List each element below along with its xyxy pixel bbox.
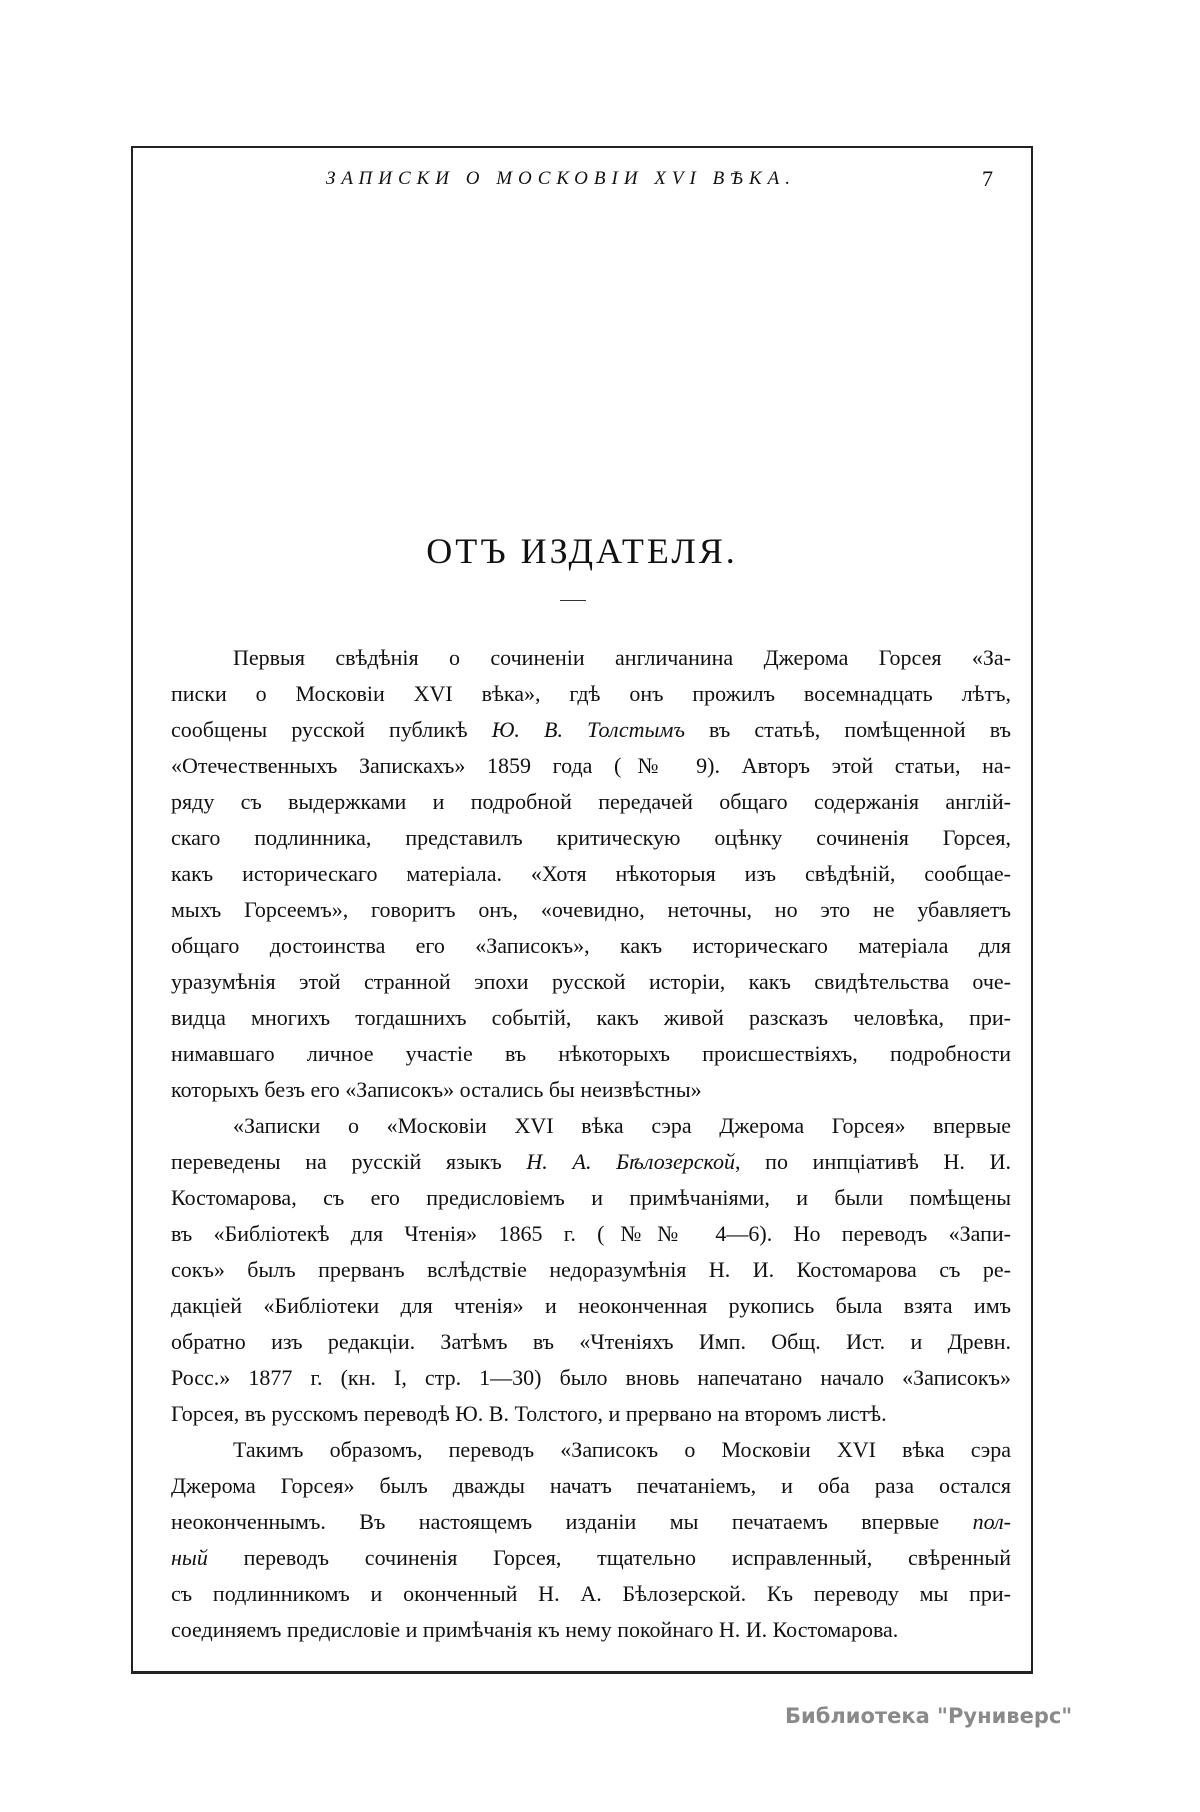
text-segment: «Отечественныхъ Запискахъ» 1859 года (№ 9). Авторъ этой статьи, на-	[171, 753, 1011, 778]
text-segment: сообщены русской публикѣ	[171, 717, 492, 742]
text-line	[171, 892, 1011, 928]
text-segment: Росс.» 1877 г. (кн. I, стр. 1—30) было вновь напечатано начало «Записокъ»	[171, 1365, 1011, 1390]
text-segment: Первыя свѣдѣнія о сочиненіи англичанина Джерома Горсея «За-	[233, 645, 1011, 670]
text-line	[171, 1000, 1011, 1036]
text-segment: сокъ» былъ прерванъ вслѣдствіе недоразумѣнія Н. И. Костомарова съ ре-	[171, 1257, 1011, 1282]
text-segment: переводъ сочиненія Горсея, тщательно исправленный, свѣренный	[207, 1545, 1011, 1570]
page-number: 7	[982, 166, 993, 191]
text-line	[171, 1108, 1011, 1144]
text-line	[171, 1504, 1011, 1540]
paragraph	[171, 640, 1011, 1108]
text-segment: общаго достоинства его «Записокъ», какъ историческаго матеріала для	[171, 933, 1011, 958]
text-line	[171, 640, 1011, 676]
italic-segment: Ю. В. Толстымъ	[491, 717, 685, 742]
text-line	[171, 1360, 1011, 1396]
text-segment: скаго подлинника, представилъ критическую оцѣнку сочиненія Горсея,	[171, 825, 1011, 850]
italic-segment: Н. А. Бѣлозерской	[526, 1149, 735, 1174]
text-line	[171, 928, 1011, 964]
italic-segment: ный	[171, 1545, 208, 1570]
text-line	[171, 1396, 1011, 1432]
section-title: ОТЪ ИЗДАТЕЛЯ.	[426, 531, 738, 571]
text-segment: въ «Библіотекѣ для Чтенія» 1865 г. (№№ 4—6). Но переводъ «Запи-	[171, 1221, 1011, 1246]
text-segment: видца многихъ тогдашнихъ событій, какъ живой разсказъ человѣка, при-	[171, 1005, 1011, 1030]
text-line	[171, 820, 1011, 856]
text-line	[171, 1468, 1011, 1504]
text-segment: въ статьѣ, помѣщенной въ	[684, 717, 1011, 742]
text-line	[171, 1252, 1011, 1288]
text-line	[171, 748, 1011, 784]
text-segment: уразумѣнія этой странной эпохи русской исторіи, какъ свидѣтельства оче-	[171, 969, 1011, 994]
text-segment: съ подлинникомъ и оконченный Н. А. Бѣлозерской. Къ переводу мы при-	[171, 1581, 1011, 1606]
paragraph	[171, 1108, 1011, 1432]
text-line	[171, 784, 1011, 820]
text-segment: соединяемъ предисловіе и примѣчанія къ нему покойнаго Н. И. Костомарова.	[171, 1617, 899, 1642]
text-line	[171, 1540, 1011, 1576]
library-watermark: Библиотека "Руниверс"	[785, 1704, 1073, 1728]
text-line	[171, 1072, 1011, 1108]
text-segment: писки о Московіи XVI вѣка», гдѣ онъ прожилъ восемнадцать лѣтъ,	[171, 681, 1011, 706]
text-line	[171, 1432, 1011, 1468]
text-segment: какъ историческаго матеріала. «Хотя нѣкоторыя изъ свѣдѣній, сообщае-	[171, 861, 1011, 886]
text-line	[171, 1144, 1011, 1180]
text-line	[171, 1216, 1011, 1252]
paragraph	[171, 1432, 1011, 1648]
text-line	[171, 964, 1011, 1000]
text-line	[171, 1180, 1011, 1216]
text-segment: которыхъ безъ его «Записокъ» остались бы неизвѣстны»	[171, 1077, 702, 1102]
text-line	[171, 712, 1011, 748]
text-segment: «Записки о «Московіи XVI вѣка сэра Джерома Горсея» впервые	[233, 1113, 1011, 1138]
text-segment: нимавшаго личное участіе въ нѣкоторыхъ происшествіяхъ, подробности	[171, 1041, 1011, 1066]
text-segment: неоконченнымъ. Въ настоящемъ изданіи мы печатаемъ впервые	[171, 1509, 973, 1534]
text-segment: Такимъ образомъ, переводъ «Записокъ о Московіи XVI вѣка сэра	[233, 1437, 1011, 1462]
text-segment: Джерома Горсея» былъ дважды начатъ печатаніемъ, и оба раза остался	[171, 1473, 1011, 1498]
text-segment: мыхъ Горсеемъ», говоритъ онъ, «очевидно, неточны, но это не убавляетъ	[171, 897, 1011, 922]
text-segment: ряду съ выдержками и подробной передачей общаго содержанія англій-	[171, 789, 1011, 814]
text-segment: , по инпціативѣ Н. И.	[734, 1149, 1011, 1174]
running-head-title: ЗАПИСКИ О МОСКОВІИ XVI ВѢКА.	[326, 168, 796, 189]
text-segment: переведены на русскій языкъ	[171, 1149, 527, 1174]
running-head	[131, 168, 1033, 198]
title-divider	[560, 600, 586, 601]
text-segment: Горсея, въ русскомъ переводѣ Ю. В. Толстого, и прервано на второмъ листѣ.	[171, 1401, 887, 1426]
text-line	[171, 1036, 1011, 1072]
text-line	[171, 1576, 1011, 1612]
text-line	[171, 1288, 1011, 1324]
text-line	[171, 1612, 1011, 1648]
text-segment: обратно изъ редакціи. Затѣмъ въ «Чтеніяхъ Имп. Общ. Ист. и Древн.	[171, 1329, 1011, 1354]
body-text	[171, 640, 1011, 1648]
text-segment: Костомарова, съ его предисловіемъ и примѣчаніями, и были помѣщены	[171, 1185, 1011, 1210]
text-line	[171, 856, 1011, 892]
italic-segment: пол-	[972, 1509, 1011, 1534]
text-line	[171, 1324, 1011, 1360]
text-line	[171, 676, 1011, 712]
text-segment: дакціей «Библіотеки для чтенія» и неоконченная рукопись была взята имъ	[171, 1293, 1011, 1318]
